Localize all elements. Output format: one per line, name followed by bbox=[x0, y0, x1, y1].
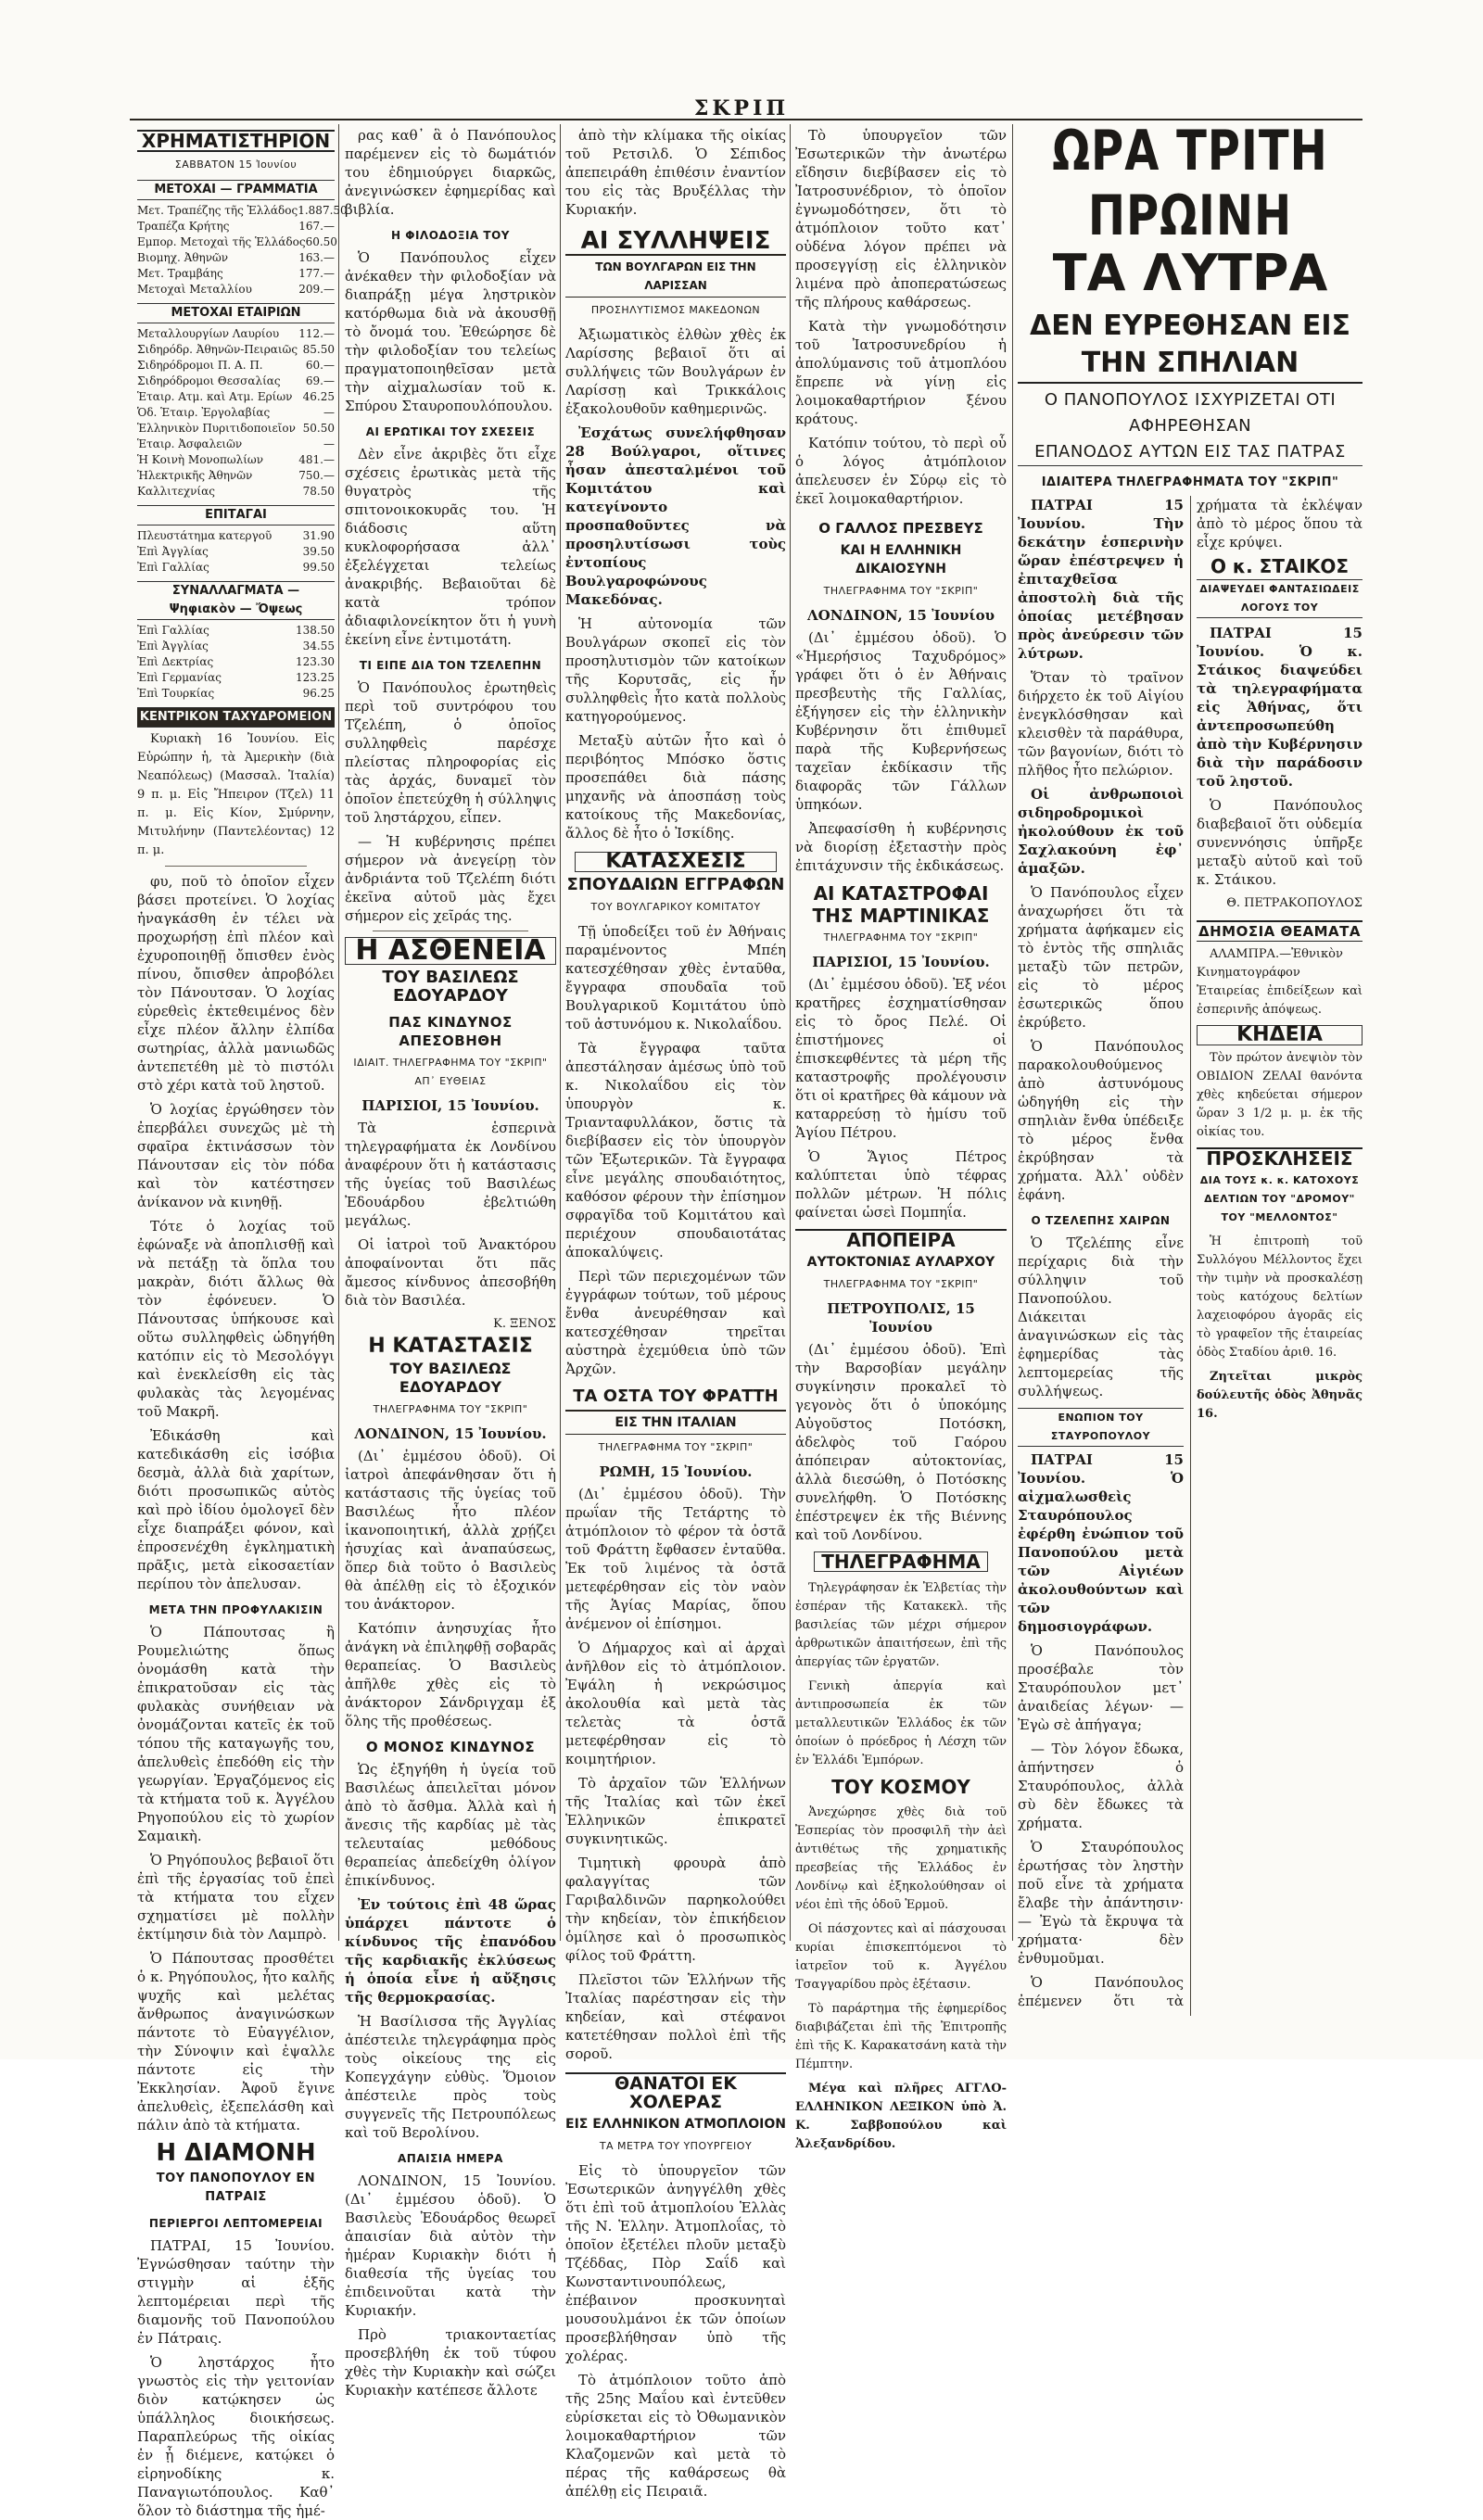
headline: Η ΔΙΑΜΟΝΗ bbox=[156, 2139, 316, 2167]
stock-value: 138.50 bbox=[296, 624, 335, 637]
telegram-line: ΙΔΙΑΙΤΕΡΑ ΤΗΛΕΓΡΑΦΗΜΑΤΑ ΤΟΥ "ΣΚΡΙΠ" bbox=[1041, 475, 1339, 489]
article-paragraph: (Δι᾽ ἐμμέσου ὁδοῦ). Ὁ «Ἡμερήσιος Ταχυδρόμος» γράφει ὅτι ὁ ἐν Ἀθήναις πρεσβευτὴς τῆς Γαλλίας, ἐξήγησεν εἰς τὴν ἑλληνικὴν Κυβέρνησιν ὅτι ἐπιθυμεῖ παρὰ τῆς Κυβερνήσεως ταχεῖαν ἐκδίκασιν τῆς διαφορᾶς τῶν Γάλλων ὑπηκόων. bbox=[795, 629, 1007, 813]
article-paragraph: Τὸν πρώτον ἀνεψιὸν τὸν ΟΒΙΔΙΟΝ ΖΕΛΑΙ θανόντα χθὲς κηδεύεται σήμερον ὥραν 3 1/2 μ. μ. ἐκ τῆς οἰκίας του. bbox=[1197, 1051, 1363, 1139]
stock-row bbox=[137, 326, 335, 342]
article-paragraph: ΠΑΤΡΑΙ 15 Ἰουνίου. Ὁ κ. Στάικος διαψεύδει τὰ τηλεγραφήματα εἰς Ἀθήνας, ὅτι ἀντεπροσωπεύθη ἀπὸ τὴν Κυβέρνησιν διὰ τὴν παράδοσιν τοῦ ληστοῦ. bbox=[1197, 625, 1363, 790]
article-paragraph: Κατόπιν τούτου, τὸ περὶ οὗ ὁ λόγος ἀτμόπλοιον ἀπελευσεν ἐν Σύρῳ εἰς τὸ ἐκεῖ λοιμοκαθαρτήριον. bbox=[795, 435, 1007, 507]
column-4 bbox=[795, 126, 1007, 2151]
headline-sub: ΕΙΣ ΕΛΛΗΝΙΚΟΝ ΑΤΜΟΠΛΟΙΟΝ bbox=[565, 2117, 786, 2132]
dateline: ΠΕΤΡΟΥΠΟΛΙΣ, 15 Ἰουνίου bbox=[827, 1300, 975, 1336]
stock-row bbox=[137, 560, 335, 576]
article-paragraph: Περὶ τῶν περιεχομένων τῶν ἐγγράφων τούτων, τοῦ μέρους ἔνθα ἀνευρέθησαν καὶ κατεσχέθησαν τηρεῖται αὐστηρὰ ἐχεμύθεια ὑπὸ τῶν Ἀρχῶν. bbox=[565, 1268, 786, 1377]
stock-name: Τραπέζα Κρήτης bbox=[137, 220, 230, 233]
headline-sub: ΠΡΟΣΗΛΥΤΙΣΜΟΣ ΜΑΚΕΔΟΝΩΝ bbox=[590, 304, 761, 316]
headline: ΑΙ ΣΥΛΛΗΨΕΙΣ bbox=[580, 227, 771, 255]
stock-row bbox=[137, 421, 335, 437]
headline: ΑΙ ΚΑΤΑΣΤΡΟΦΑΙ bbox=[813, 882, 989, 905]
article-paragraph: Ἀνεχώρησε χθὲς διὰ τοῦ Ἐσπερίας τὸν προσφιλῆ τὴν ἀεὶ ἀντιθέτως τῆς χρηματικῆς πρεσβείας τῆς Ἑλλάδος ἐν Λονδίνῳ καὶ ἐξηκολούθησαν οἱ νέοι ἐπὶ τῆς ὁδοῦ Ἑρμοῦ. bbox=[795, 1805, 1007, 1912]
article-paragraph: Δὲν εἶνε ἀκριβὲς ὅτι εἶχε σχέσεις ἐρωτικὰς μετὰ τῆς θυγατρὸς τῆς σπιτονοικοκυρᾶς του. Ἡ διάδοσις αὕτη κυκλοφορήσασα ἀλλ᾽ ἐξελέγχεται τελείως ἀνακριβής. Βεβαιοῦται δὲ κατὰ τρόπον ἀδιαφιλονείκητον ὅτι ἡ γυνὴ ἐκείνη εἶνε ἐντιμοτάτη. bbox=[345, 446, 556, 648]
column-divider bbox=[338, 124, 339, 1941]
stock-name: Ἡ Κοινὴ Μονοπωλίων bbox=[137, 453, 264, 466]
stock-row bbox=[137, 219, 335, 234]
article-paragraph: Ὅταν τὸ τραῖνον διήρχετο ἐκ τοῦ Αἰγίου ἐνεγκλόσθησαν καὶ κλεισθὲν τὰ παράθυρα, τῶν βαγονίων, διότι τὸ πλῆθος ἦτο πελώριον. bbox=[1018, 669, 1184, 779]
article-paragraph: (Δι᾽ ἐμμέσου ὁδοῦ). Ἐπὶ τὴν Βαρσοβίαν μεγάλην συγκίνησιν προκαλεῖ τὸ γεγονὸς ὅτι ὁ ὑποκόμης Αὐγοῦστος Ποτόσκη, ἀδελφὸς τοῦ Γαόρου ἀπόπειραν αὐτοκτονίας, ἀλλὰ διεσώθη, ὁ Ποτόσκης συνελήφθη. Ὁ Ποτόσκης ἐπέστρεψεν ἐκ τῆς Βιέννης καὶ τοῦ Λονδίνου. bbox=[795, 1341, 1007, 1543]
article-paragraph: Τῇ ὑποδείξει τοῦ ἐν Ἀθήναις παραμένοντος Μπέη κατεσχέθησαν χθὲς ἐνταῦθα, ἔγγραφα σπουδαῖα τοῦ Βουλγαρικοῦ Κομιτάτου ὑπὸ τοῦ ἀστυνόμου κ. Νικολαΐδου. bbox=[565, 923, 786, 1032]
subheading: Ο ΤΖΕΛΕΠΗΣ ΧΑΙΡΩΝ bbox=[1031, 1214, 1171, 1227]
stock-name: Μετ. Τραμβάης bbox=[137, 267, 223, 280]
article-paragraph: Πρὸ τριακονταετίας προσεβλήθη ἐκ τοῦ τύφου χθὲς τὴν Κυριακὴν καὶ σώζει Κυριακὴν κατέπεσε ἄλλοτε bbox=[345, 2326, 556, 2399]
stock-row bbox=[137, 544, 335, 560]
headline: Ο κ. ΣΤΑΙΚΟΣ bbox=[1210, 555, 1350, 577]
stock-name: Ἐπὶ Γαλλίας bbox=[137, 624, 209, 637]
headline-sub: ΑΥΤΟΚΤΟΝΙΑΣ ΑΥΛΑΡΧΟΥ bbox=[806, 1255, 995, 1270]
column-divider bbox=[790, 124, 791, 1941]
article-paragraph: Ἡ αὐτονομία τῶν Βουλγάρων σκοπεῖ εἰς τὸν προσηλυτισμὸν τῶν κατοίκων τῆς Κορυτσᾶς, εἰς ἦν συλληφθεὶς ἦτο κατὰ πολλοὺς κατηγορούμενος. bbox=[565, 615, 786, 725]
post-office-heading: ΚΕΝΤΡΙΚΟΝ ΤΑΧΥΔΡΟΜΕΙΟΝ bbox=[137, 707, 335, 728]
stock-value: 31.90 bbox=[302, 529, 335, 542]
stock-value: 99.50 bbox=[302, 561, 335, 574]
article-paragraph: Ὁ Πανόπουλος προσέβαλε τὸν Σταυρόπουλον μετ᾽ ἀναιδείας λέγων· — Ἐγὼ σὲ ἀπήγαγα; bbox=[1018, 1642, 1184, 1733]
article-paragraph: Ζητεῖται μικρὸς δούλευτῆς ὁδὸς Ἀθηνᾶς 16. bbox=[1197, 1370, 1363, 1421]
stock-value: 85.50 bbox=[302, 343, 335, 356]
article-paragraph: Εἰς τὸ ὑπουργεῖον τῶν Ἐσωτερικῶν ἀνηγγέλθη χθὲς ὅτι ἐπὶ τοῦ ἀτμοπλοίου Ἑλλὰς τῆς Ν. Ἑλλην. Ἀτμοπλοΐας, τὸ ὁποῖον ἐξετέλει πλοῦν μεταξὺ Τζέδδας, Πὸρ Σαΐδ καὶ Κωνσταντινουπόλεως, ἐπέβαινον προσκυνηταὶ μουσουλμάνοι ἐκ τῶν ὁποίων προσεβλήθησαν ὑπὸ τῆς χολέρας. bbox=[565, 2162, 786, 2364]
stock-name: Καλλιτεχνίας bbox=[137, 485, 215, 498]
column-divider bbox=[1012, 124, 1013, 1941]
article-paragraph: Ὁ Σταυρόπουλος ἐρωτήσας τὸν ληστὴν ποῦ εἶνε τὰ χρήματα ἔλαβε τὴν ἀπάντησιν· — Ἐγὼ τὰ ἔκρυψα τὰ χρήματα· δὲν ἐνθυμοῦμαι. bbox=[1018, 1839, 1184, 1967]
telegram-line: ΙΔΙΑΙΤ. ΤΗΛΕΓΡΑΦΗΜΑ ΤΟΥ "ΣΚΡΙΠ" ΑΠ᾽ ΕΥΘΕΙΑΣ bbox=[353, 1057, 548, 1087]
stock-exchange-title: ΧΡΗΜΑΤΙΣΤΗΡΙΟΝ bbox=[137, 130, 335, 152]
stock-name: Μετοχαὶ Μεταλλίου bbox=[137, 283, 252, 296]
stock-name: Εμπορ. Μετοχαὶ τῆς Ἑλλάδος bbox=[137, 235, 306, 248]
stock-row bbox=[137, 452, 335, 468]
headline-sub: ΤΟΥ ΠΑΝΟΠΟΥΛΟΥ ΕΝ ΠΑΤΡΑΙΣ bbox=[156, 2172, 316, 2204]
subheading: Η ΦΙΛΟΔΟΞΙΑ ΤΟΥ bbox=[391, 229, 510, 242]
article-paragraph: Ἀπεφασίσθη ἡ κυβέρνησις νὰ διορίσῃ ἐξεταστὴν πρὸς ἐπιτάχυνσιν τῆς ἐκδικάσεως. bbox=[795, 820, 1007, 874]
article-paragraph: Κατόπιν ἀνησυχίας ἦτο ἀνάγκη νὰ ἐπιληφθῇ σοβαρᾶς θεραπείας. Ὁ Βασιλεὺς ἀπῆλθε χθὲς εἰς τὸ ἀνάκτορον Σάνδριγχαμ ἐξ ὅλης τῆς προθέσεως. bbox=[345, 1620, 556, 1729]
article-paragraph: Τὰ ἔγγραφα ταῦτα ἀπεστάλησαν ἀμέσως ὑπὸ τοῦ κ. Νικολαΐδου εἰς τὸν ὑπουργὸν κ. Τριανταφυλλάκον, ὅστις τὰ διεβίβασεν εἰς τὸν ὑπουργὸν τῶν Ἐξωτερικῶν. Τὰ ἔγγραφα εἶνε μεγάλης σπουδαιότητος, καθόσον φέρουν τὴν ἐπίσημον σφραγῖδα τοῦ Κομιτάτου καὶ περιέχουν σπουδαιοτάτας ἀποκαλύψεις. bbox=[565, 1040, 786, 1260]
stock-value: 177.— bbox=[298, 267, 335, 280]
article-paragraph: Ὁ Ἅγιος Πέτρος καλύπτεται ὑπὸ τέφρας πολλῶν μέτρων. Ἡ πόλις φαίνεται ὡσεὶ Πομπηΐα. bbox=[795, 1148, 1007, 1221]
article-paragraph: Ὁ Πανόπουλος εἶχεν ἀναχωρήσει ὅτι τὰ χρήματα ἀφήκαμεν εἰς τὸ ἐντὸς τῆς σπηλιᾶς μεταξὺ τῶν πετρῶν, εἰς τὸ μέρος ἐσωτερικῶς ὅπου ἐκρύβετο. bbox=[1018, 884, 1184, 1031]
signature: Θ. ΠΕΤΡΑΚΟΠΟΥΛΟΣ bbox=[1226, 896, 1363, 910]
article-paragraph: Γενικὴ ἀπεργία καὶ ἀντιπροσωπεία ἐκ τῶν μεταλλευτικῶν Ἑλλάδος ἐκ τῶν ὁποίων ὁ πρόεδρος ἡ Λέσχη τῶν ἐν Ἑλλάδι Ἐμπόρων. bbox=[795, 1679, 1007, 1767]
subheading: ΑΙ ΕΡΩΤΙΚΑΙ ΤΟΥ ΣΧΕΣΕΙΣ bbox=[365, 425, 536, 438]
article-paragraph: Ἐν τούτοις ἐπὶ 48 ὥρας ὑπάρχει πάντοτε ὁ κίνδυνος τῆς ἐπανόδου τῆς καρδιακῆς ἐκλύσεως ἡ ὁποία εἶνε ἡ αὔξησις τῆς θερμοκρασίας. bbox=[345, 1896, 556, 2006]
article-paragraph: Ὁ Ρηγόπουλος βεβαιοῖ ὅτι ἐπὶ τῆς ἐργασίας τοῦ ἐπεὶ τὰ κτήματα του εἶχεν σχηματίσει μὲ πολλὴν ἐκτίμησιν διὰ τὸν Λαμπρὸ. bbox=[137, 1852, 335, 1943]
stock-row bbox=[137, 670, 335, 686]
article-paragraph: Ὁ Πανόπουλος ἐρωτηθεὶς περὶ τοῦ συντρόφου του Τζελέπη, ὁ ὁποῖος συλληφθεὶς παρέσχε πλείστας πληροφορίας εἰς τὰς ἀρχάς, δυναμεῖ τὸν ὁποῖον ἐπετεύχθη ἡ σύλληψις τοῦ ληστάρχου, εἶπεν. bbox=[345, 679, 556, 826]
stock-name: Μεταλλουργίων Λαυρίου bbox=[137, 327, 280, 340]
article-paragraph: Ὁ Τζελέπης εἶνε περίχαρις διὰ τὴν σύλληψιν τοῦ Πανοπούλου. Διάκειται ἀναγινώσκων εἰς τὰς ἐφημερίδας τὰς λεπτομερείας τῆς συλλήψεως. bbox=[1018, 1235, 1184, 1399]
dateline: ΠΑΡΙΣΙΟΙ, 15 Ἰουνίου. bbox=[361, 1097, 539, 1114]
headline-sub: ΔΙΑΨΕΥΔΕΙ ΦΑΝΤΑΣΙΩΔΕΙΣ ΛΟΓΟΥΣ ΤΟΥ bbox=[1197, 579, 1363, 618]
headline: Ο ΓΑΛΛΟΣ ΠΡΕΣΒΕΥΣ bbox=[818, 520, 983, 537]
article-paragraph: ΛΟΝΔΙΝΟΝ, 15 Ἰουνίου. (Δι᾽ ἐμμέσου ὁδοῦ). Ὁ Βασιλεὺς Ἐδουάρδος θεωρεῖ ἀπαισίαν διὰ αὐτὸν τὴν ἡμέραν Κυριακὴν διότι ἡ διαθεσία τῆς ὑγείας του ἐπιδεινοῦται κατὰ τὴν Κυριακήν. bbox=[345, 2172, 556, 2319]
headline: ΤΗΛΕΓΡΑΦΗΜΑ bbox=[814, 1551, 988, 1572]
stock-row bbox=[137, 528, 335, 544]
stock-value: 60.— bbox=[305, 359, 335, 372]
article-paragraph: ἀπὸ τὴν κλίμακα τῆς οἰκίας τοῦ Ρετσιλδ. Ὁ Σέπιδος ἀπεπειράθη ἐπιθέσιν ἐναντίον του εἰς τὰς Βρυξέλλας τὴν Κυριακήν. bbox=[565, 127, 786, 218]
stock-name: Ἐπὶ Ἀγγλίας bbox=[137, 639, 209, 652]
stock-table-4 bbox=[137, 623, 335, 702]
article-paragraph: ΠΑΤΡΑΙ, 15 Ἰουνίου. Ἐγνώσθησαν ταύτην τὴν στιγμὴν αἱ ἑξῆς λεπτομέρειαι περὶ τῆς διαμονῆς τοῦ Πανοπούλου ἐν Πάτραις. bbox=[137, 2237, 335, 2347]
section-heading: ΜΕΤΟΧΑΙ ΕΤΑΙΡΙΩΝ bbox=[137, 303, 335, 323]
page-header-label: ΣΚΡΙΠ bbox=[693, 96, 790, 120]
stock-value: 167.— bbox=[298, 220, 335, 233]
stock-row bbox=[137, 468, 335, 484]
telegram-line: ΤΗΛΕΓΡΑΦΗΜΑ ΤΟΥ "ΣΚΡΙΠ" bbox=[823, 1278, 979, 1290]
article-paragraph: Ἡ ἐπιτροπὴ τοῦ Συλλόγου Μέλλοντος ἔχει τὴν τιμὴν νὰ προσκαλέσῃ τοὺς κατόχους δελτίων λαχειοφόρου ἀγορᾶς εἰς τὸ γραφεῖον τῆς ἑταιρείας ὁδὸς Σταδίου ἀριθ. 16. bbox=[1197, 1235, 1363, 1360]
headline: Η ΚΑΤΑΣΤΑΣΙΣ bbox=[368, 1335, 533, 1358]
post-office-text: Κυριακὴ 16 Ἰουνίου. Εἰς Εὐρώπην ἡ, τὰ Ἀμερικὴν (διὰ Νεαπόλεως) (Μασσαλ. Ἰταλία) 9 π. μ. Εἰς Ἤπειρον (Τζελ) 11 π. μ. Εἰς Κίον, Σμύρνην, Μιτυλήνην (Παντελέοντας) 12 π. μ. bbox=[137, 732, 335, 857]
stock-exchange-date: ΣΑΒΒΑΤΟΝ 15 Ἰουνίου bbox=[174, 158, 298, 171]
article-paragraph: — Τὸν λόγον ἔδωκα, ἀπήντησεν ὁ Σταυρόπουλος, ἀλλὰ σὺ δὲν ἔδωκες τὰ χρήματα. bbox=[1018, 1741, 1184, 1831]
main-headline: ΩΡΑ ΤΡΙΤΗ ΠΡΩΙΝΗ bbox=[1052, 119, 1328, 248]
column-5-body bbox=[1018, 496, 1363, 2016]
stock-row bbox=[137, 282, 335, 298]
column-divider bbox=[560, 124, 561, 1941]
article-paragraph: (Δι᾽ ἐμμέσου ὁδοῦ). Οἱ ἰατροὶ ἀπεφάνθησαν ὅτι ἡ κατάστασις τῆς ὑγείας τοῦ Βασιλέως ἦτο πλέον ἱκανοποιητική, ἀλλὰ χρῄζει ἡσυχίας καὶ ἀναπαύσεως, ὅπερ διὰ τοῦτο ὁ Βασιλεὺς θὰ ἀπέλθῃ εἰς τὸ ἐξοχικόν του ἀνάκτορον. bbox=[345, 1448, 556, 1613]
stock-name: Ἑταιρ. Ἀσφαλειῶν bbox=[137, 437, 243, 450]
headline: ΚΑΤΑΣΧΕΣΙΣ bbox=[575, 852, 777, 872]
stock-name: Ἐπὶ Τουρκίας bbox=[137, 687, 215, 700]
column-1 bbox=[137, 126, 348, 2519]
stock-name: Ἑλληνικὸν Πυριτιδοποιεῖον bbox=[137, 422, 296, 435]
article-paragraph: ρας καθ᾽ ἃ ὁ Πανόπουλος παρέμενεν εἰς τὸ δωμάτιόν του ἐδημιούργει διαρκῶς, ἀνεγινώσκεν ἐφημερίδας καὶ βιβλία. bbox=[345, 127, 556, 218]
stock-name: Μετ. Τραπέζης τῆς Ἑλλάδος bbox=[137, 204, 298, 217]
stock-row bbox=[137, 654, 335, 670]
article-paragraph: Ἀξιωματικὸς ἐλθὼν χθὲς ἐκ Λαρίσσης βεβαιοῖ ὅτι αἱ συλλήψεις τῶν Βουλγάρων ἐν Λαρίσσῃ καὶ Τρικκάλοις ἐξακολουθοῦν καθημερινῶς. bbox=[565, 326, 786, 417]
stock-value: 481.— bbox=[298, 453, 335, 466]
separator bbox=[165, 866, 307, 867]
stock-name: Πλευστάτημα κατεργοῦ bbox=[137, 529, 273, 542]
headline-sub: ΤΩΝ ΒΟΥΛΓΑΡΩΝ ΕΙΣ ΤΗΝ ΛΑΡΙΣΣΑΝ bbox=[565, 254, 786, 298]
article-paragraph: (Δι᾽ ἐμμέσου ὁδοῦ). Ἐξ νέοι κρατῆρες ἐσχηματίσθησαν εἰς τὸ ὄρος Πελέ. Οἱ ἐπιστήμονες οἱ ἐπισκεφθέντες τὰ μέρη τῆς καταστροφῆς προλέγουσιν ὅτι οἱ κρατῆρες θὰ κάμουν νὰ καταρρεύσῃ τὸ ἡμίσυ τοῦ Ἁγίου Πέτρου. bbox=[795, 976, 1007, 1141]
stock-value: 750.— bbox=[298, 469, 335, 482]
stock-name: Ἑταιρ. Ατμ. καὶ Ατμ. Ερίων bbox=[137, 390, 293, 403]
article-paragraph: Τὰ ἑσπερινὰ τηλεγραφήματα ἐκ Λονδίνου ἀναφέρουν ὅτι ἡ κατάστασις τῆς ὑγείας τοῦ Βασιλέως Ἐδουάρδου ἐβελτιώθη μεγάλως. bbox=[345, 1120, 556, 1229]
stock-name: Σιδηρόδρομοι Θεσσαλίας bbox=[137, 374, 281, 387]
article-paragraph: Μέγα καὶ πλῆρες ΑΓΓΛΟ-ΕΛΛΗΝΙΚΟΝ ΛΕΞΙΚΟΝ ὑπὸ Ἀ. Κ. Σαββοπούλου καὶ Ἀλεξανδρίδου. bbox=[795, 2082, 1007, 2151]
stock-row bbox=[137, 374, 335, 389]
dateline: ΛΟΝΔΙΝΟΝ, 15 Ἰουνίου bbox=[806, 607, 995, 624]
article-paragraph: (Δι᾽ ἐμμέσου ὁδοῦ). Τὴν πρωΐαν τῆς Τετάρτης τὸ ἀτμόπλοιον τὸ φέρον τὰ ὀστᾶ τοῦ Φράττη ἔφθασεν ἐνταῦθα. Ἐκ τοῦ λιμένος τὰ ὀστᾶ μετεφέρθησαν εἰς τὸν ναὸν τῆς Ἁγίας Μαρίας, ὅπου ἀνέμενον οἱ ἐπίσημοι. bbox=[565, 1486, 786, 1632]
article-paragraph: Οἱ ἰατροὶ τοῦ Ἀνακτόρου ἀποφαίνονται ὅτι πᾶς ἄμεσος κίνδυνος ἀπεσοβήθη διὰ τὸν Βασιλέα. bbox=[345, 1236, 556, 1309]
stock-name: Ἐπὶ Γαλλίας bbox=[137, 561, 209, 574]
column-5 bbox=[1018, 119, 1363, 2009]
article-paragraph: Τὸ ἀτμόπλοιον τοῦτο ἀπὸ τῆς 25ης Μαΐου καὶ ἐντεῦθεν εὑρίσκεται εἰς τὸ Ὀθωμανικὸν λοιμοκαθαρτήριον τῶν Κλαζομενῶν καὶ μετὰ τὸ πέρας τῆς καθάρσεως θὰ ἀπέλθῃ εἰς Πειραιᾶ. bbox=[565, 2372, 786, 2500]
stock-value: — bbox=[323, 437, 335, 450]
stock-row bbox=[137, 234, 335, 250]
headline-sub: ΕΙΣ ΤΗΝ ΙΤΑΛΙΑΝ bbox=[565, 1410, 786, 1435]
section-heading: ΜΕΤΟΧΑΙ — ΓΡΑΜΜΑΤΙΑ bbox=[137, 180, 335, 200]
article-paragraph: Ὁ Πανόπουλος εἶχεν ἀνέκαθεν τὴν φιλοδοξίαν νὰ διαπράξῃ μέγα ληστρικὸν κατόρθωμα διὰ νὰ ἀκουσθῇ τὸ ὄνομά του. Ἐθεώρησε δὲ τὴν φιλοδοξίαν του τελείως πραγματοποιηθεῖσαν μετὰ τὴν αἰχμαλωσίαν τοῦ κ. Σπύρου Σταυροπουλόπουλου. bbox=[345, 249, 556, 414]
stock-name: Βιομηχ. Ἀθηνῶν bbox=[137, 251, 229, 264]
stock-value: 39.50 bbox=[302, 545, 335, 558]
telegram-line: ΤΗΛΕΓΡΑΦΗΜΑ ΤΟΥ "ΣΚΡΙΠ" bbox=[598, 1441, 754, 1453]
subheading: Ο ΜΟΝΟΣ ΚΙΝΔΥΝΟΣ bbox=[365, 1739, 536, 1755]
dateline: ΡΩΜΗ, 15 Ἰουνίου. bbox=[599, 1463, 753, 1480]
stock-name: Ἐπὶ Ἀγγλίας bbox=[137, 545, 209, 558]
subheading: ΜΕΤΑ ΤΗΝ ΠΡΟΦΥΛΑΚΙΣΙΝ bbox=[148, 1603, 323, 1616]
stock-value: 163.— bbox=[298, 251, 335, 264]
stock-row bbox=[137, 389, 335, 405]
stock-row bbox=[137, 686, 335, 702]
stock-name: Ἐπὶ Γερμανίας bbox=[137, 671, 222, 684]
dateline: ΠΑΡΙΣΙΟΙ, 15 Ἰουνίου. bbox=[812, 954, 990, 970]
article-paragraph: Ἐσχάτως συνελήφθησαν 28 Βούλγαροι, οἵτινες ἦσαν ἀπεσταλμένοι τοῦ Κομιτάτου καὶ κατεγίνοντο προσπαθοῦντες νὰ προσηλυτίσωσι τοὺς ἐντοπίους Βουλγαροφώνους Μακεδόνας. bbox=[565, 424, 786, 608]
subheading: ΑΠΑΙΣΙΑ ΗΜΕΡΑ bbox=[398, 2152, 503, 2165]
main-headline-2: ΤΑ ΛΥΤΡΑ bbox=[1052, 244, 1328, 302]
stock-row bbox=[137, 250, 335, 266]
stock-row bbox=[137, 639, 335, 654]
stock-row bbox=[137, 266, 335, 282]
headline-sub: ΤΟΥ ΒΟΥΛΓΑΡΙΚΟΥ ΚΟΜΙΤΑΤΟΥ bbox=[590, 901, 761, 913]
stock-name: Ὁδ. Ἑταιρ. Ἐργολαβίας bbox=[137, 406, 271, 419]
telegram-line: ΤΗΛΕΓΡΑΦΗΜΑ ΤΟΥ "ΣΚΡΙΠ" bbox=[823, 931, 979, 943]
section-heading: ΕΠΙΤΑΓΑΙ bbox=[137, 505, 335, 526]
stock-table-2 bbox=[137, 326, 335, 500]
headline-sub: ΣΠΟΥΔΑΙΩΝ ΕΓΓΡΑΦΩΝ bbox=[566, 875, 785, 894]
article-paragraph: Τιμητικὴ φρουρὰ ἀπὸ φαλαγγίτας τῶν Γαριβαλδινῶν παρηκολούθει τὴν κηδείαν, τὸν ἐπικήδειον ὁμίλησε καὶ ὁ προσωπικὸς φίλος τοῦ Φράττη. bbox=[565, 1855, 786, 1964]
stock-value: 34.55 bbox=[302, 639, 335, 652]
article-paragraph: Τὸ ὑπουργεῖον τῶν Ἐσωτερικῶν τὴν ἀνωτέρω εἴδησιν διεβίβασεν εἰς τὸ Ἰατροσυνέδριον, τὸ ὁποῖον ἐγνωμοδότησεν, ὅτι τὸ ἀτμόπλοιον τοῦτο κατ᾽ οὐδένα λόγον πρέπει νὰ προσεγγίσῃ εἰς ἑλληνικὸν λιμένα πρὸ ἀποπερατώσεως τῆς πλήρους καθάρσεως. bbox=[795, 127, 1007, 310]
stock-value: — bbox=[323, 406, 335, 419]
article-paragraph: — Ἡ κυβέρνησις πρέπει σήμερον νὰ ἀνεγείρῃ τὸν ἀνδριάντα τοῦ Τζελέπη διότι ἐκεῖνα αὐτοῦ μὰς ἔχει σήμερον εἰς χεῖράς της. bbox=[345, 833, 556, 924]
subheading: ΤΙ ΕΙΠΕ ΔΙΑ ΤΟΝ ΤΖΕΛΕΠΗΝ bbox=[359, 659, 542, 672]
article-paragraph: Ὁ Πάπουτσας προσθέτει ὁ κ. Ρηγόπουλος, ἦτο καλῆς ψυχῆς καὶ μελέτας ἄνθρωπος ἀναγινώσκων πάντοτε τὸ Εὐαγγέλιον, τὴν Σύνοψιν καὶ ἐψαλλε πάντοτε εἰς τὴν Ἐκκλησίαν. Ἀφοῦ ἔγινε ἀπελυθεὶς, ἐξεπελάσθη καὶ πάλιν ἀπὸ τὰ κτήματα. bbox=[137, 1950, 335, 2134]
article-paragraph: Ἐδικάσθη καὶ κατεδικάσθη εἰς ἰσόβια δεσμὰ, ἀλλὰ διὰ χαρίτων, διότι προσωπικῶς αὐτὸς καὶ πρὸ ἰδίου ὁμολογεῖ δὲν εἶχε διαπράξει φόνον, καὶ ἐπροσενέχθη ἐγκληματικὴ πρᾶξις, μετὰ εἰκοσαετίαν περίπου τὸν ἀπελυσαν. bbox=[137, 1427, 335, 1592]
headline-sub: ΔΙΑ ΤΟΥΣ κ. κ. ΚΑΤΟΧΟΥΣ ΔΕΛΤΙΩΝ ΤΟΥ "ΔΡΟΜΟΥ" ΤΟΥ "ΜΕΛΛΟΝΤΟΣ" bbox=[1199, 1174, 1360, 1223]
article-paragraph: φυ, ποῦ τὸ ὁποῖον εἶχεν βάσει προτείνει. Ὁ λοχίας ἠναγκάσθη ἐν τέλει νὰ προχωρήσῃ ἐπὶ πλέον καὶ ἐχυροποιηθῇ ὄπισθεν ἐνὸς πίνου, ὄπισθεν ἀπροβόλει τὸν Πάνουτσαν. Ὁ λοχίας εὑρεθεὶς ἐκτεθειμένος δὲν εἶχε πλέον ἄλλην ἐλπίδα σωτηρίας, ἀλλὰ μανιωδῶς ἀντεπετέθη μὲ τὸ πιστόλι στὸ χέρι κατὰ τοῦ ληστοῦ. bbox=[137, 873, 335, 1094]
article-paragraph: Τηλεγράφησαν ἐκ Ἐλβετίας τὴν ἐσπέραν τῆς Κατακεκλ. τῆς βασιλείας τῶν μέχρι σήμερον ἀρθρωτικῶν ἀπαιτήσεων, ἐπὶ τῆς ἀπεργίας τῶν ἐργατῶν. bbox=[795, 1581, 1007, 1669]
stock-value: 46.25 bbox=[302, 390, 335, 403]
stock-table-1 bbox=[137, 203, 348, 298]
article-paragraph: Πλεῖστοι τῶν Ἑλλήνων τῆς Ἰταλίας παρέστησαν εἰς τὴν κηδείαν, καὶ στέφανοι κατετέθησαν πολλοὶ ἐπὶ τῆς σοροῦ. bbox=[565, 1971, 786, 2062]
telegram-line: ΤΗΛΕΓΡΑΦΗΜΑ ΤΟΥ "ΣΚΡΙΠ" bbox=[373, 1403, 528, 1415]
column-3 bbox=[565, 126, 786, 2500]
main-headline-3: ΔΕΝ ΕΥΡΕΘΗΣΑΝ ΕΙΣ ΤΗΝ ΣΠΗΛΙΑΝ bbox=[1018, 308, 1363, 384]
headline: ΑΠΟΠΕΙΡΑ bbox=[795, 1229, 1007, 1249]
stock-value: 1.887.50 bbox=[298, 204, 348, 217]
headline-sub: ΚΑΙ Η ΕΛΛΗΝΙΚΗ ΔΙΚΑΙΟΣΥΝΗ bbox=[840, 543, 962, 576]
headline: ΤΑ ΟΣΤΑ ΤΟΥ ΦΡΑΤΤΗ bbox=[573, 1387, 779, 1406]
article-paragraph: Ὁ Δήμαρχος καὶ αἱ ἀρχαὶ ἀνῆλθον εἰς τὸ ἀτμόπλοιον. Ἐψάλη ἡ νεκρώσιμος ἀκολουθία καὶ μετὰ τὰς τελετὰς τὰ ὀστᾶ μετεφέρθησαν εἰς τὸ κοιμητήριον. bbox=[565, 1640, 786, 1767]
stock-row bbox=[137, 623, 335, 639]
article-paragraph: Ὁ Πανόπουλος ἐπέμενεν ὅτι τὰ χρήματα τὰ ἐκλέψαν ἀπὸ τὸ μέρος ὅπου τὰ εἶχε κρύψει. bbox=[1018, 497, 1363, 2009]
headline-sub: ΠΑΣ ΚΙΝΔΥΝΟΣ ΑΠΕΣΟΒΗΘΗ bbox=[388, 1014, 513, 1049]
main-subheadline: Ο ΠΑΝΟΠΟΥΛΟΣ ΙΣΧΥΡΙΖΕΤΑΙ ΟΤΙ ΑΦΗΡΕΘΗΣΑΝ bbox=[1044, 390, 1337, 436]
stock-value: 209.— bbox=[298, 283, 335, 296]
stock-row bbox=[137, 358, 335, 374]
telegram-line: ΤΗΛΕΓΡΑΦΗΜΑ ΤΟΥ "ΣΚΡΙΠ" bbox=[823, 585, 979, 597]
article-paragraph: ΠΑΤΡΑΙ 15 Ἰουνίου. Τὴν δεκάτην ἑσπερινὴν ὥραν ἐπέστρεψεν ἡ ἐπιταχθεῖσα ἀποστολὴ διὰ τῆς ὁποίας μετέβησαν πρὸς ἀνεύρεσιν τῶν λύτρων. bbox=[1018, 497, 1184, 662]
stock-row bbox=[137, 342, 335, 358]
headline-sub: ΤΟΥ ΒΑΣΙΛΕΩΣ ΕΔΟΥΑΡΔΟΥ bbox=[389, 1360, 512, 1396]
stock-value: 123.30 bbox=[296, 655, 335, 668]
stock-name: Σιδηρόδρομοι Π. Α. Π. bbox=[137, 359, 263, 372]
article-paragraph: Ὁ Πανόπουλος διαβεβαιοῖ ὅτι οὐδεμία συνεννόησις ὑπῆρξε μεταξὺ αὐτοῦ καὶ τοῦ κ. Στάικου. bbox=[1197, 797, 1363, 888]
dateline: ΛΟΝΔΙΝΟΝ, 15 Ἰουνίου. bbox=[354, 1425, 547, 1442]
article-paragraph: Τὸ ἀρχαῖον τῶν Ἑλλήνων τῆς Ἰταλίας καὶ τῶν ἐκεῖ Ἑλληνικῶν ἐπικρατεῖ συγκινητικῶς. bbox=[565, 1775, 786, 1847]
stock-row bbox=[137, 437, 335, 452]
article-paragraph: Ὡς ἐξηγήθη ἡ ὑγεία τοῦ Βασιλέως ἀπειλεῖται μόνον ἀπὸ τὸ ἄσθμα. Ἀλλὰ καὶ ἡ ἄνεσις τῆς καρδίας μὲ τὰς τελευταίας μεθόδους θεραπείας ἀπεδείχθη ὁλίγον ἐπικίνδυνος. bbox=[345, 1761, 556, 1889]
stock-value: 69.— bbox=[305, 374, 335, 387]
stock-value: 78.50 bbox=[302, 485, 335, 498]
article-paragraph: Οἱ ἀνθρωποιοὶ σιδηροδρομικοὶ ἠκολούθουν ἐκ τοῦ Σαχλακούνη ἐφ᾽ ἁμαξῶν. bbox=[1018, 786, 1184, 877]
article-paragraph: Ἡ Βασίλισσα τῆς Ἀγγλίας ἀπέστειλε τηλεγράφημα πρὸς τοὺς οἰκείους της εἰς Κοπεγχάγην εὐθὺς. Ὅμοιον ἀπέστειλε πρὸς τοὺς συγγενεῖς τῆς Πετρουπόλεως καὶ τοῦ Βερολίνου. bbox=[345, 2013, 556, 2141]
stock-row bbox=[137, 203, 348, 219]
section-heading: ΔΗΜΟΣΙΑ ΘΕΑΜΑΤΑ bbox=[1197, 920, 1363, 942]
article-paragraph: Τότε ὁ λοχίας τοῦ ἐφώναξε νὰ ἀποπλισθῇ καὶ νὰ πετάξῃ τὰ ὅπλα του μακρὰν, διότι ἄλλως θὰ τὸν ἐφόνευεν. Ὁ Πάνουτσας ὑπήκουσε καὶ οὕτω συλληφθεὶς ὡδηγήθη κατόπιν εἰς τὸ Μεσολόγγι καὶ ἐνεκλείσθη εἰς τὰς φυλακὰς τὰς λεγομένας τοῦ Μακρῆ. bbox=[137, 1218, 335, 1420]
headline: ΘΑΝΑΤΟΙ ΕΚ ΧΟΛΕΡΑΣ bbox=[565, 2072, 786, 2111]
stock-table-3 bbox=[137, 528, 335, 576]
article-paragraph: Ὁ λοχίας ἐργώθησεν τὸν ἐπερβάλει συνεχῶς μὲ τὴ σφαῖρα ἐκτινάσσων τὸν Πάνουτσαν εἰς τὸν πόδα καὶ τὸν κατέστησεν ἀνίκανον νὰ κινηθῇ. bbox=[137, 1101, 335, 1210]
stock-value: 112.— bbox=[298, 327, 335, 340]
article-paragraph: Τὸ παράρτημα τῆς ἐφημερίδος διαβιβάζεται ἐπὶ τῆς Ἐπιτροπῆς ἐπὶ τῆς Κ. Καρακατσάνη κατὰ τὴν Πέμπτην. bbox=[795, 2002, 1007, 2071]
stock-name: Ἐπὶ Δεκτρίας bbox=[137, 655, 214, 668]
headline-sub: ΤΟΥ ΒΑΣΙΛΕΩΣ ΕΔΟΥΑΡΔΟΥ bbox=[382, 968, 519, 1006]
stock-value: 50.50 bbox=[302, 422, 335, 435]
article-paragraph: Οἱ πάσχοντες καὶ αἱ πάσχουσαι κυρίαι ἐπισκεπτόμενοι τὸ ἰατρεῖον τοῦ κ. Ἀγγέλου Τσαγγαρίδου πρὸς ἐξέτασιν. bbox=[795, 1922, 1007, 1992]
headline-sub: ΤΑ ΜΕΤΡΑ ΤΟΥ ΥΠΟΥΡΓΕΙΟΥ bbox=[599, 2140, 753, 2152]
article-paragraph: Μεταξὺ αὐτῶν ἦτο καὶ ὁ περιβόητος Μπόσκο ὅστις προσεπάθει διὰ πάσης μηχανῆς νὰ ἀποσπάσῃ τοὺς κατοίκους τῆς Μακεδονίας, ἄλλος δὲ ἦτο ὁ Ἰσκίδης. bbox=[565, 732, 786, 842]
subheading: ΕΝΩΠΙΟΝ ΤΟΥ ΣΤΑΥΡΟΠΟΥΛΟΥ bbox=[1018, 1408, 1184, 1447]
stock-value: 96.25 bbox=[302, 687, 335, 700]
article-paragraph: Ὁ Πανόπουλος παρακολουθούμενος ἀπὸ ἀστυνόμους ὡδηγήθη εἰς τὴν σπηλιὰν ἔνθα ὑπέδειξε τὸ μέρος ἔνθα ἐκρύβησαν τὰ χρήματα. Ἀλλ᾽ οὐδὲν ἐφάνη. bbox=[1018, 1038, 1184, 1203]
section-heading: ΠΡΟΣΚΛΗΣΕΙΣ bbox=[1197, 1147, 1363, 1168]
stock-value: 123.25 bbox=[296, 671, 335, 684]
section-heading: ΣΥΝΑΛΛΑΓΜΑΤΑ — Ψηφιακὸν — Ὄψεως bbox=[137, 581, 335, 620]
stock-name: Σιδηρόδρ. Ἀθηνῶν-Πειραιῶς bbox=[137, 343, 298, 356]
stock-value: 60.50 bbox=[305, 235, 337, 248]
headline-sub: ΠΕΡΙΕΡΓΟΙ ΛΕΠΤΟΜΕΡΕΙΑΙ bbox=[148, 2217, 323, 2230]
stock-row bbox=[137, 484, 335, 500]
stock-row bbox=[137, 405, 335, 421]
article-paragraph: ΠΑΤΡΑΙ 15 Ἰουνίου. Ὁ αἰχμαλωσθεὶς Σταυρόπουλος ἐφέρθη ἐνώπιον τοῦ Πανοπούλου μετὰ τῶν Αἰγιέων ἀκολουθούντων καὶ τῶν δημοσιογράφων. bbox=[1018, 1451, 1184, 1635]
stock-name: Ἡλεκτρικῆς Ἀθηνῶν bbox=[137, 469, 253, 482]
headline-sub: ΤΗΣ ΜΑΡΤΙΝΙΚΑΣ bbox=[812, 905, 990, 927]
column-2 bbox=[345, 126, 556, 2399]
section-heading: ΚΗΔΕΙΑ bbox=[1197, 1025, 1363, 1045]
article-paragraph: Ὁ ληστάρχος ἦτο γνωστὸς εἰς τὴν γειτονίαν διὸν κατῴκησεν ὡς ὑπάλληλος διοικήσεως. Παραπλεύρως τῆς οἰκίας ἐν ᾗ διέμενε, κατῴκει ὁ εἰρηνοδίκης κ. Παναγιωτόπουλος. Καθ᾽ ὅλον τὸ διάστημα τῆς ἡμέ- bbox=[137, 2354, 335, 2519]
headline: ΤΟΥ ΚΟΣΜΟΥ bbox=[831, 1776, 970, 1798]
headline: Η ΑΣΘΕΝΕΙΑ bbox=[345, 937, 556, 965]
article-paragraph: Ὁ Πάπουτσας ἢ Ρουμελιώτης ὅπως ὀνομάσθη κατὰ τὴν ἐπικρατοῦσαν εἰς τὰς φυλακὰς συνήθειαν νὰ ὀνομάζονται κατεῖς ἐκ τοῦ τόπου τῆς καταγωγῆς του, ἀπελυθεὶς ἐπεδόθη εἰς τὴν γεωργίαν. Ἐργαζόμενος εἰς τὰ κτήματα τοῦ κ. Ἀγγέλου Ρηγοπούλου εἰς τὸ χωρίον Σαμαικὴ. bbox=[137, 1624, 335, 1844]
main-subheadline: ΕΠΑΝΟΔΟΣ ΑΥΤΩΝ ΕΙΣ ΤΑΣ ΠΑΤΡΑΣ bbox=[1018, 439, 1363, 466]
article-paragraph: Κατὰ τὴν γνωμοδότησιν τοῦ Ἰατροσυνεδρίου ἡ ἀπολύμανσις τοῦ ἀτμοπλόου ἔπρεπε νὰ γίνῃ εἰς λοιμοκαθαρτήριον ξένου κράτους. bbox=[795, 318, 1007, 427]
signature: Κ. ΞΕΝΟΣ bbox=[493, 1317, 556, 1331]
article-paragraph: ΑΛΑΜΠΡΑ.—Ἐθνικὸν Κινηματογράφον Ἐταιρείας ἐπιδείξεων καὶ ἐσπερινῆς ἀπόψεως. bbox=[1197, 947, 1363, 1017]
